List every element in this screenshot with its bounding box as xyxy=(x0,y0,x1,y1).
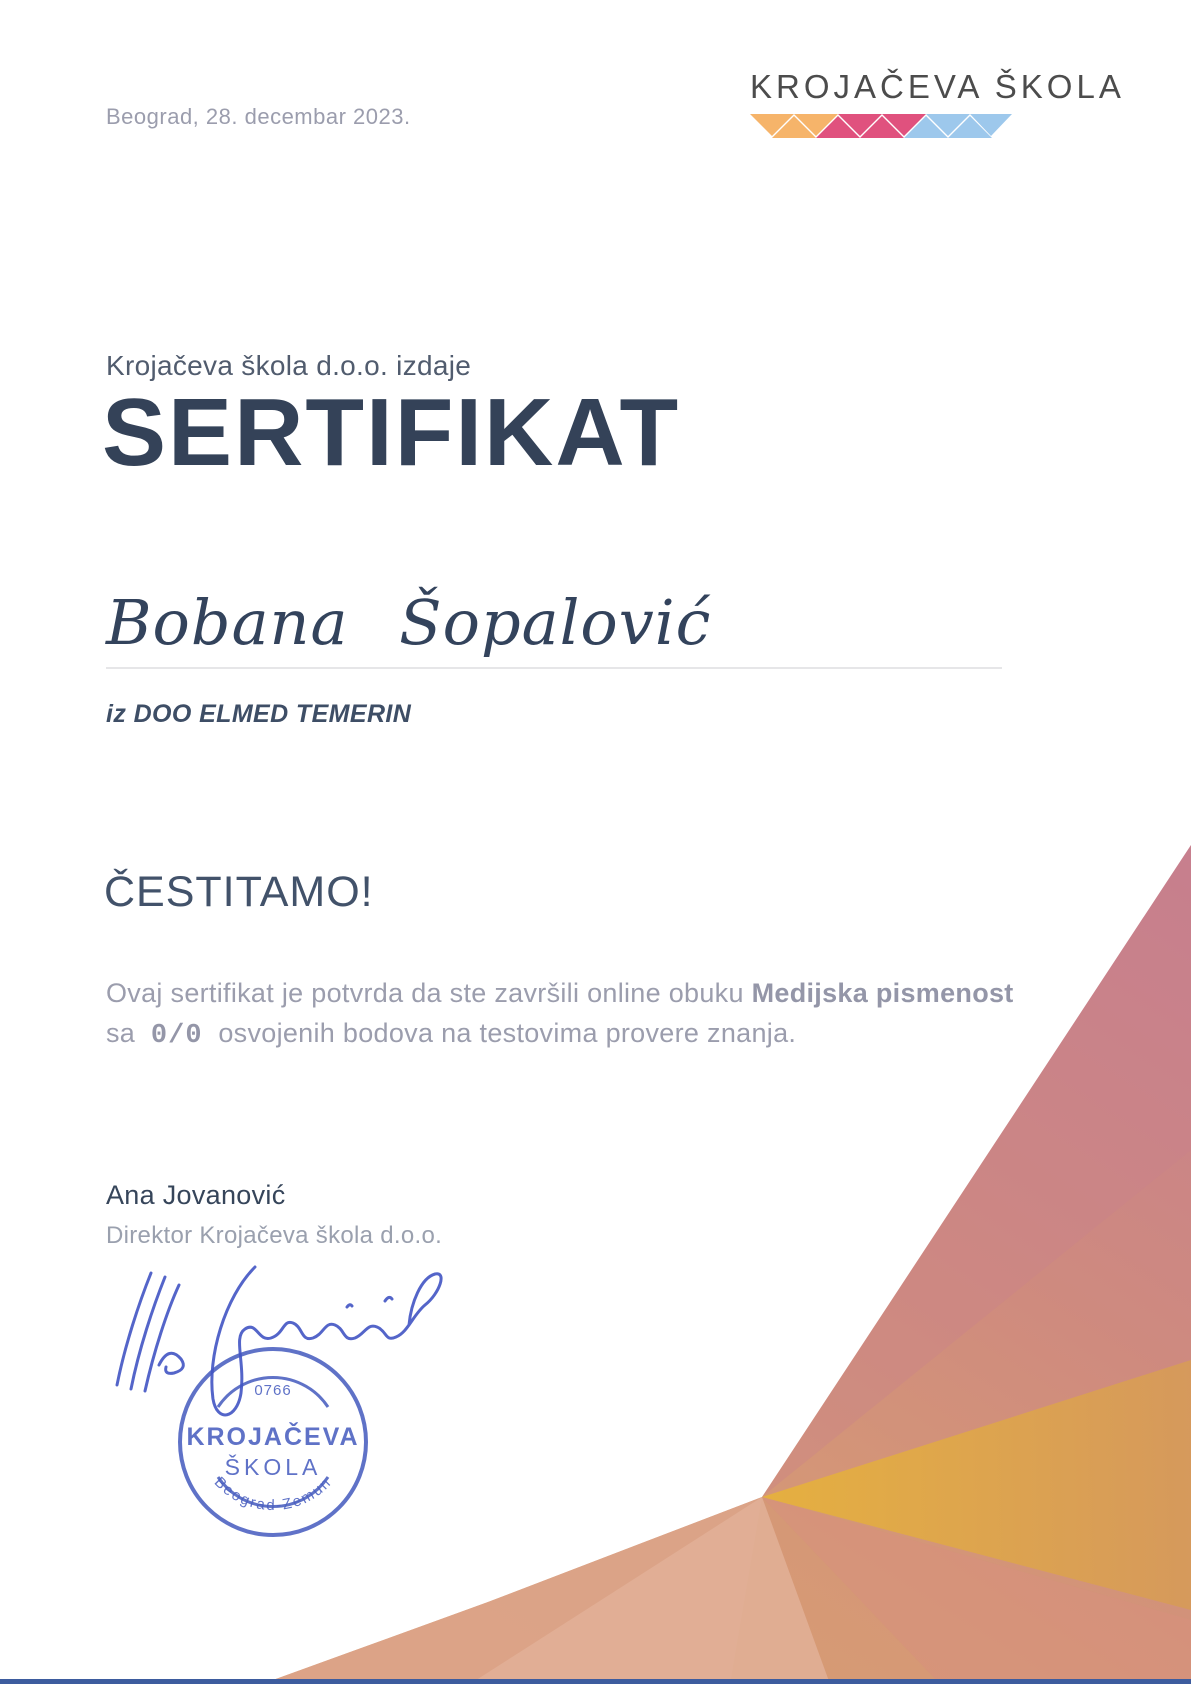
school-logo-wordmark: KROJAČEVA ŠKOLA xyxy=(750,68,1125,105)
signer-role: Direktor Krojačeva škola d.o.o. xyxy=(106,1222,443,1249)
body-part1: Ovaj sertifikat je potvrda da ste završili online obuku xyxy=(106,978,752,1008)
certificate-title: SERTIFIKAT xyxy=(102,379,681,486)
recipient-company: iz DOO ELMED TEMERIN xyxy=(106,700,412,728)
issuer-line: Krojačeva škola d.o.o. izdaje xyxy=(106,350,472,381)
name-underline xyxy=(106,667,1002,669)
stamp-number: 0766 xyxy=(254,1382,292,1399)
logo-triangle-band-icon xyxy=(750,112,1012,140)
signer-name: Ana Jovanović xyxy=(106,1180,286,1210)
stamp-arc-text: Beograd-Zemun xyxy=(210,1473,336,1515)
congrats-heading: ČESTITAMO! xyxy=(104,868,374,916)
recipient-name: Bobana Šopalović xyxy=(106,586,712,659)
school-logo xyxy=(750,68,1125,140)
certificate-body-text xyxy=(106,973,1036,1056)
handwritten-signature xyxy=(95,1245,445,1445)
stamp-line1: KROJAČEVA xyxy=(186,1423,360,1451)
score-value: 0/0 xyxy=(150,1021,203,1051)
course-name: Medijska pismenost xyxy=(751,978,1014,1008)
body-part3: osvojenih bodova na testovima provere znanja. xyxy=(210,1018,797,1048)
stamp-line2: ŠKOLA xyxy=(224,1454,322,1480)
body-part2: sa xyxy=(106,1018,143,1048)
bottom-accent-bar xyxy=(0,1679,1191,1684)
issue-date: Beograd, 28. decembar 2023. xyxy=(106,104,411,129)
